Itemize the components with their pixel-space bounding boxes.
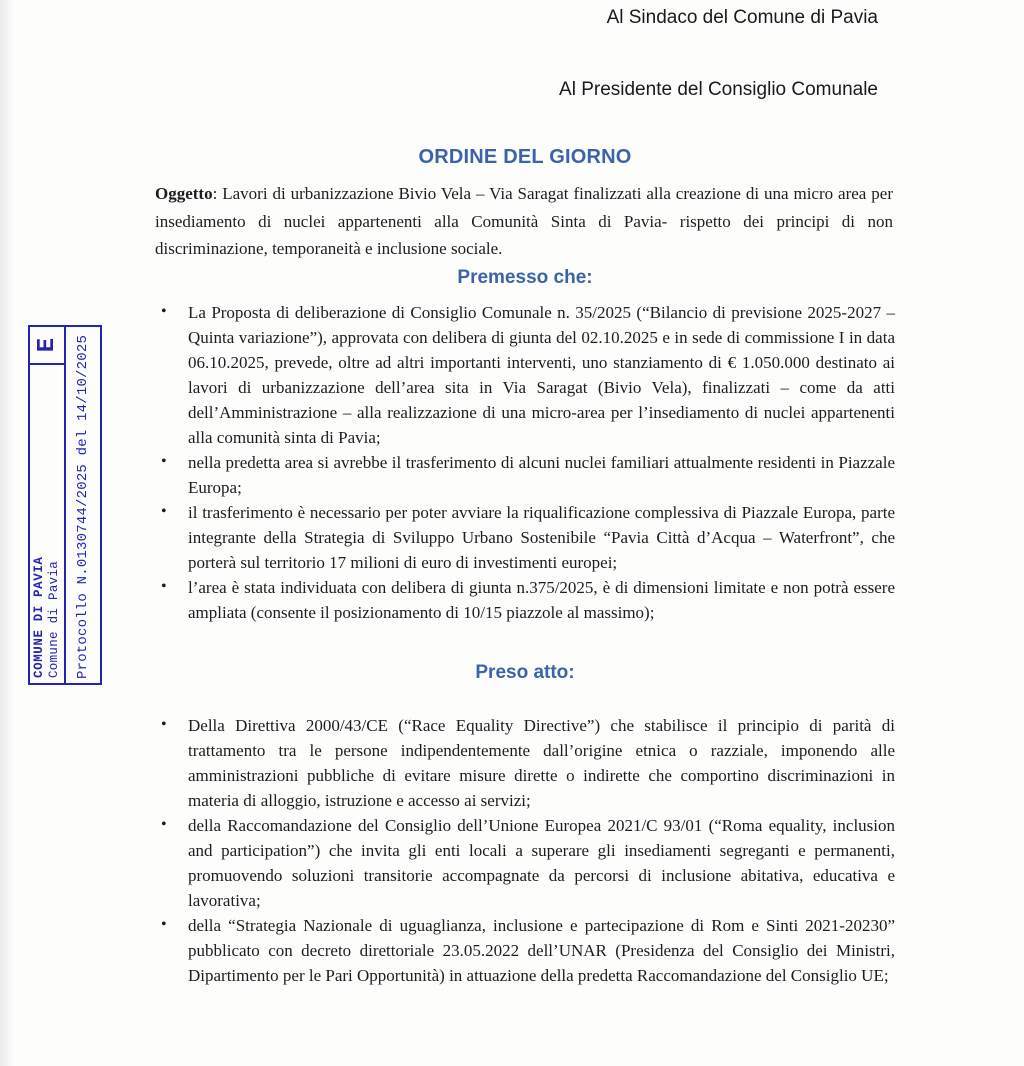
bullet-item: • nella predetta area si avrebbe il trasferimento di alcuni nuclei familiari attualmente residenti in Piazzale Europa; [155, 450, 895, 500]
stamp-org-name-upper: COMUNE DI PAVIA [32, 556, 46, 678]
bullet-item: • della “Strategia Nazionale di uguaglianza, inclusione e partecipazione di Rom e Sinti 2021-20230” pubblicato con decreto direttoriale 23.05.2022 dell’UNAR (Presidenza del Consiglio dei Ministri, Dipartimento per le Pari Opportunità) in attuazione della predetta Raccomandazione del Consiglio UE; [155, 913, 895, 988]
bullet-item: • Della Direttiva 2000/43/CE (“Race Equality Directive”) che stabilisce il principio di parità di trattamento tra le persone indipendentemente dall’origine etnica o razziale, imponendo alle amministrazioni pubbliche di evitare misure dirette o indirette che comportino discriminazioni in materia di alloggio, istruzione e accesso ai servizi; [155, 713, 895, 813]
bullet-item: • della Raccomandazione del Consiglio dell’Unione Europea 2021/C 93/01 (“Roma equality, inclusion and participation”) che invita gli enti locali a superare gli insediamenti segreganti e permanenti, promuovendo soluzioni transitorie accompagnate da percorsi di inclusione abitativa, educativa e lavorativa; [155, 813, 895, 913]
bullet-item: • La Proposta di deliberazione di Consiglio Comunale n. 35/2025 (“Bilancio di previsione 2025-2027 – Quinta variazione”), approvata con delibera di giunta del 02.10.2025 e in sede di commissione I in data 06.10.2025, prevede, oltre ad altri importanti interventi, uno stanziamento di € 1.050.000 destinato ai lavori di urbanizzazione dell’area sita in Via Saragat (Bivio Vela), finalizzati – come da atti dell’Amministrazione – alla realizzazione di una micro-area per l’insediamento di nuclei appartenenti alla comunità sinta di Pavia; [155, 300, 895, 450]
stamp-org-name-lower: Comune di Pavia [47, 560, 61, 678]
recipient-line-mayor: Al Sindaco del Comune di Pavia [606, 7, 878, 28]
bullet-list-premesso [155, 300, 895, 625]
stamp-protocol-number: Protocollo N.0130744/2025 del 14/10/2025 [64, 327, 100, 683]
protocol-stamp-top-row [30, 327, 64, 683]
protocol-stamp-frame [28, 325, 102, 685]
protocol-stamp-org-block [30, 365, 64, 683]
section-heading-preso-atto: Preso atto: [475, 662, 575, 683]
recipient-line-council-president: Al Presidente del Consiglio Comunale [559, 79, 878, 100]
subject-label: Oggetto [155, 184, 213, 203]
scan-edge-shadow [0, 0, 14, 1066]
bullet-item: • il trasferimento è necessario per poter avviare la riqualificazione complessiva di Piazzale Europa, parte integrante della Strategia di Sviluppo Urbano Sostenibile “Pavia Città d’Acqua – Waterfront”, che porterà sul territorio 17 milioni di euro di investimenti europei; [155, 500, 895, 575]
protocol-stamp [28, 325, 102, 685]
bullet-list-preso-atto [155, 713, 895, 988]
stamp-direction-letter: E [30, 327, 64, 365]
section-heading-premesso: Premesso che: [457, 267, 593, 288]
bullet-item: • l’area è stata individuata con delibera di giunta n.375/2025, è di dimensioni limitate e non potrà essere ampliata (consente il posizionamento di 10/15 piazzole al massimo); [155, 575, 895, 625]
subject-paragraph [155, 180, 893, 263]
document-title: ORDINE DEL GIORNO [418, 146, 632, 168]
subject-text: : Lavori di urbanizzazione Bivio Vela – Via Saragat finalizzati alla creazione di una micro area per insediamento di nuclei appartenenti alla Comunità Sinta di Pavia- rispetto dei principi di non discriminazione, temporaneità e inclusione sociale. [155, 184, 893, 258]
